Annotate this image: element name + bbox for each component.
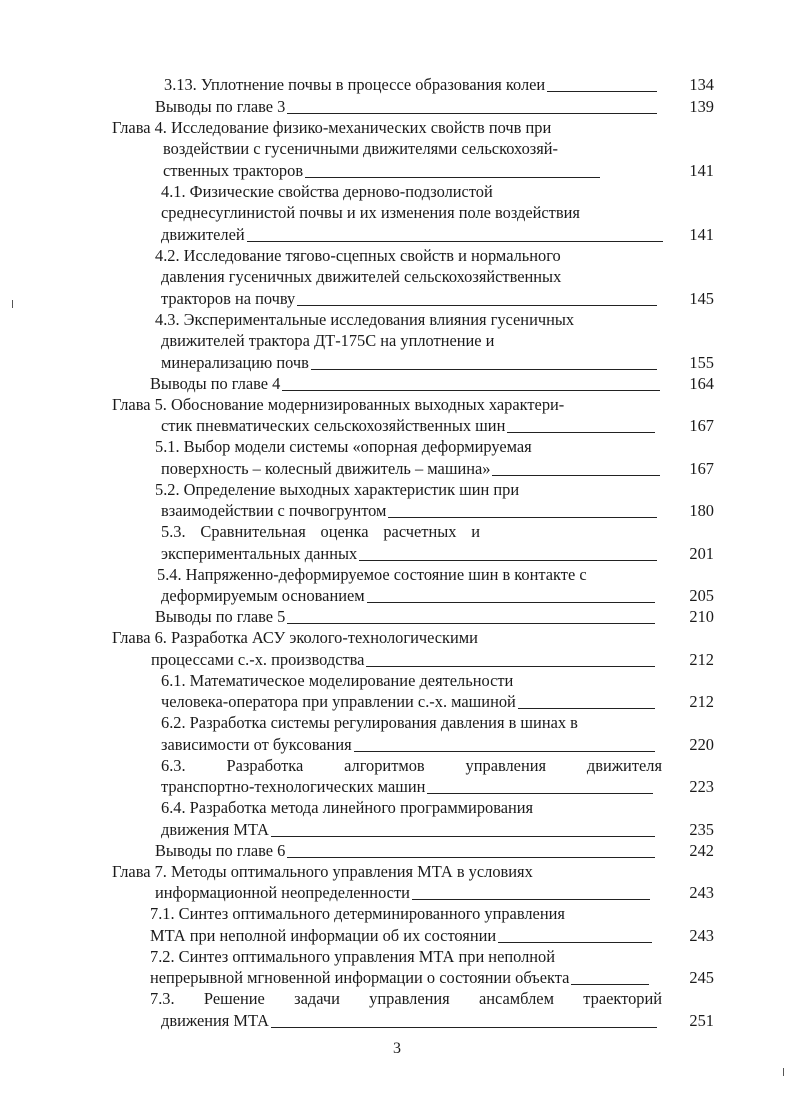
toc-page-number: 210 xyxy=(689,607,714,626)
toc-entry-text: Глава 4. Исследование физико-механических свойств почв при xyxy=(112,118,552,137)
toc-page-number: 139 xyxy=(689,97,714,116)
toc-entry xyxy=(161,734,655,756)
toc-entry-text: процессами с.-х. производства xyxy=(151,650,365,669)
toc-page-number: 242 xyxy=(689,841,714,860)
toc-entry-text: 6.1. Математическое моделирование деятельности xyxy=(161,671,514,690)
toc-entry-text: 7.2. Синтез оптимального управления МТА при неполной xyxy=(150,947,556,966)
toc-entry-text: МТА при неполной информации об их состоянии xyxy=(150,926,497,945)
toc-entry xyxy=(161,352,657,374)
toc-entry xyxy=(161,755,662,777)
toc-entry-text: тракторов на почву xyxy=(161,289,296,308)
toc-entry xyxy=(161,776,653,798)
toc-entry-text: Глава 6. Разработка АСУ эколого-технологическими xyxy=(112,628,478,647)
toc-entry xyxy=(150,988,662,1010)
toc-entry-text: среднесуглинистой почвы и их изменения поле воздействия xyxy=(161,203,580,222)
toc-entry-text: Выводы по главе 6 xyxy=(155,841,286,860)
toc-entry-text: 6.2. Разработка системы регулирования давления в шинах в xyxy=(161,713,578,732)
toc-entry xyxy=(155,245,561,267)
toc-entry-text: Выводы по главе 5 xyxy=(155,607,286,626)
leader-line xyxy=(367,602,655,603)
toc-entry-text: Выводы по главе 4 xyxy=(150,374,281,393)
toc-page-number: 243 xyxy=(689,883,714,902)
toc-page-number: 155 xyxy=(689,353,714,372)
leader-line xyxy=(297,305,657,306)
toc-page-number: 141 xyxy=(689,225,714,244)
toc-page-number: 245 xyxy=(689,968,714,987)
toc-entry xyxy=(112,394,564,416)
toc-entry-text: давления гусеничных движителей сельскохозяйственных xyxy=(161,267,562,286)
toc-entry-text: Выводы по главе 3 xyxy=(155,97,286,116)
toc-entry xyxy=(150,903,565,925)
toc-page-number: 235 xyxy=(689,820,714,839)
leader-line xyxy=(507,432,655,433)
toc-entry-text: ственных тракторов xyxy=(163,161,304,180)
toc-entry-text: движения МТА xyxy=(161,820,270,839)
toc-page-number: 212 xyxy=(689,692,714,711)
toc-entry xyxy=(161,712,578,734)
toc-entry xyxy=(161,500,657,522)
toc-entry-text: движителей xyxy=(161,225,245,244)
toc-entry-text: транспортно-технологических машин xyxy=(161,777,426,796)
leader-line xyxy=(247,241,663,242)
page-number: 3 xyxy=(393,1040,401,1057)
toc-entry xyxy=(155,840,655,862)
toc-entry-text: 6.3. Разработка алгоритмов управления движителя xyxy=(161,756,662,775)
toc-entry xyxy=(112,861,533,883)
toc-entry xyxy=(150,925,652,947)
leader-line xyxy=(518,708,655,709)
toc-entry-text: 4.1. Физические свойства дерново-подзолистой xyxy=(161,182,493,201)
toc-entry-text: воздействии с гусеничными движителями сельскохозяй- xyxy=(163,139,559,158)
toc-entry-text: Глава 7. Методы оптимального управления МТА в условиях xyxy=(112,862,533,881)
toc-entry-text: 7.1. Синтез оптимального детерминированного управления xyxy=(150,904,565,923)
leader-line xyxy=(311,369,657,370)
toc-entry-text: непрерывной мгновенной информации о состоянии объекта xyxy=(150,968,570,987)
toc-entry xyxy=(157,564,587,586)
leader-line xyxy=(287,623,655,624)
toc-page-number: 145 xyxy=(689,289,714,308)
leader-line xyxy=(498,942,652,943)
leader-line xyxy=(354,751,655,752)
toc-page-number: 243 xyxy=(689,926,714,945)
toc-entry xyxy=(155,882,650,904)
toc-page-number: 251 xyxy=(689,1011,714,1030)
toc-entry-text: взаимодействии с почвогрунтом xyxy=(161,501,387,520)
toc-entry xyxy=(164,74,657,96)
toc-entry xyxy=(155,309,574,331)
toc-entry xyxy=(161,415,655,437)
toc-entry xyxy=(161,288,657,310)
toc-page-number: 167 xyxy=(689,416,714,435)
toc-entry-text: 5.4. Напряженно-деформируемое состояние шин в контакте с xyxy=(157,565,587,584)
toc-entry xyxy=(161,521,480,543)
toc-entry-text: 5.1. Выбор модели системы «опорная деформируемая xyxy=(155,437,532,456)
leader-line xyxy=(287,857,655,858)
toc-entry xyxy=(163,160,600,182)
toc-page-number: 180 xyxy=(689,501,714,520)
toc-entry xyxy=(161,585,655,607)
toc-entry-text: Глава 5. Обоснование модернизированных выходных характери- xyxy=(112,395,565,414)
leader-line xyxy=(388,517,657,518)
toc-entry xyxy=(161,819,655,841)
toc-entry xyxy=(161,330,494,352)
toc-entry-text: 5.2. Определение выходных характеристик шин при xyxy=(155,480,520,499)
toc-entry xyxy=(155,96,657,118)
toc-entry xyxy=(150,967,649,989)
leader-line xyxy=(571,984,649,985)
toc-entry xyxy=(112,117,551,139)
toc-page-number: 164 xyxy=(689,374,714,393)
leader-line xyxy=(271,1027,657,1028)
toc-entry-text: 4.2. Исследование тягово-сцепных свойств и нормального xyxy=(155,246,561,265)
toc-entry-text: стик пневматических сельскохозяйственных шин xyxy=(161,416,506,435)
toc-entry xyxy=(161,670,513,692)
toc-entry-text: информационной неопределенности xyxy=(155,883,410,902)
toc-entry xyxy=(150,373,660,395)
toc-entry xyxy=(161,181,493,203)
toc-entry-text: экспериментальных данных xyxy=(161,544,358,563)
toc-entry-text: 5.3. Сравнительная оценка расчетных и xyxy=(161,522,480,541)
toc-entry xyxy=(161,797,533,819)
toc-entry xyxy=(161,224,663,246)
leader-line xyxy=(359,560,657,561)
leader-line xyxy=(547,91,657,92)
leader-line xyxy=(305,177,600,178)
toc-page-number: 223 xyxy=(689,777,714,796)
toc-page-number: 212 xyxy=(689,650,714,669)
toc-entry-text: 3.13. Уплотнение почвы в процессе образования колеи xyxy=(164,75,546,94)
toc-entry xyxy=(161,543,657,565)
toc-entry xyxy=(161,691,655,713)
scan-mark xyxy=(783,1068,784,1076)
toc-entry xyxy=(161,1010,657,1032)
toc-entry xyxy=(161,202,580,224)
toc-page-number: 167 xyxy=(689,459,714,478)
toc-entry-text: 7.3. Решение задачи управления ансамблем траекторий xyxy=(150,989,662,1008)
toc-page-number: 205 xyxy=(689,586,714,605)
toc-entry xyxy=(161,266,561,288)
toc-entry-text: движения МТА xyxy=(161,1011,270,1030)
toc-entry xyxy=(151,649,655,671)
toc-entry xyxy=(155,606,655,628)
toc-entry-text: 6.4. Разработка метода линейного программирования xyxy=(161,798,534,817)
toc-entry-text: 4.3. Экспериментальные исследования влияния гусеничных xyxy=(155,310,575,329)
toc-entry-text: человека-оператора при управлении с.-х. машиной xyxy=(161,692,516,711)
toc-entry-text: поверхность – колесный движитель – машина» xyxy=(161,459,491,478)
toc-entry xyxy=(163,138,558,160)
leader-line xyxy=(412,899,650,900)
leader-line xyxy=(287,113,657,114)
leader-line xyxy=(271,836,655,837)
toc-entry xyxy=(150,946,555,968)
toc-entry xyxy=(155,479,519,501)
leader-line xyxy=(492,475,660,476)
toc-page-number: 141 xyxy=(689,161,714,180)
scan-mark xyxy=(12,300,13,308)
toc-entry xyxy=(112,627,478,649)
toc-entry-text: зависимости от буксования xyxy=(161,735,352,754)
toc-page-number: 201 xyxy=(689,544,714,563)
leader-line xyxy=(427,793,653,794)
toc-entry-text: движителей трактора ДТ-175С на уплотнение и xyxy=(161,331,495,350)
toc-entry xyxy=(161,458,660,480)
toc-page-number: 134 xyxy=(689,75,714,94)
toc-entry-text: деформируемым основанием xyxy=(161,586,365,605)
toc-entry-text: минерализацию почв xyxy=(161,353,309,372)
toc-page-number: 220 xyxy=(689,735,714,754)
leader-line xyxy=(366,666,655,667)
toc-entry xyxy=(155,436,532,458)
leader-line xyxy=(282,390,660,391)
